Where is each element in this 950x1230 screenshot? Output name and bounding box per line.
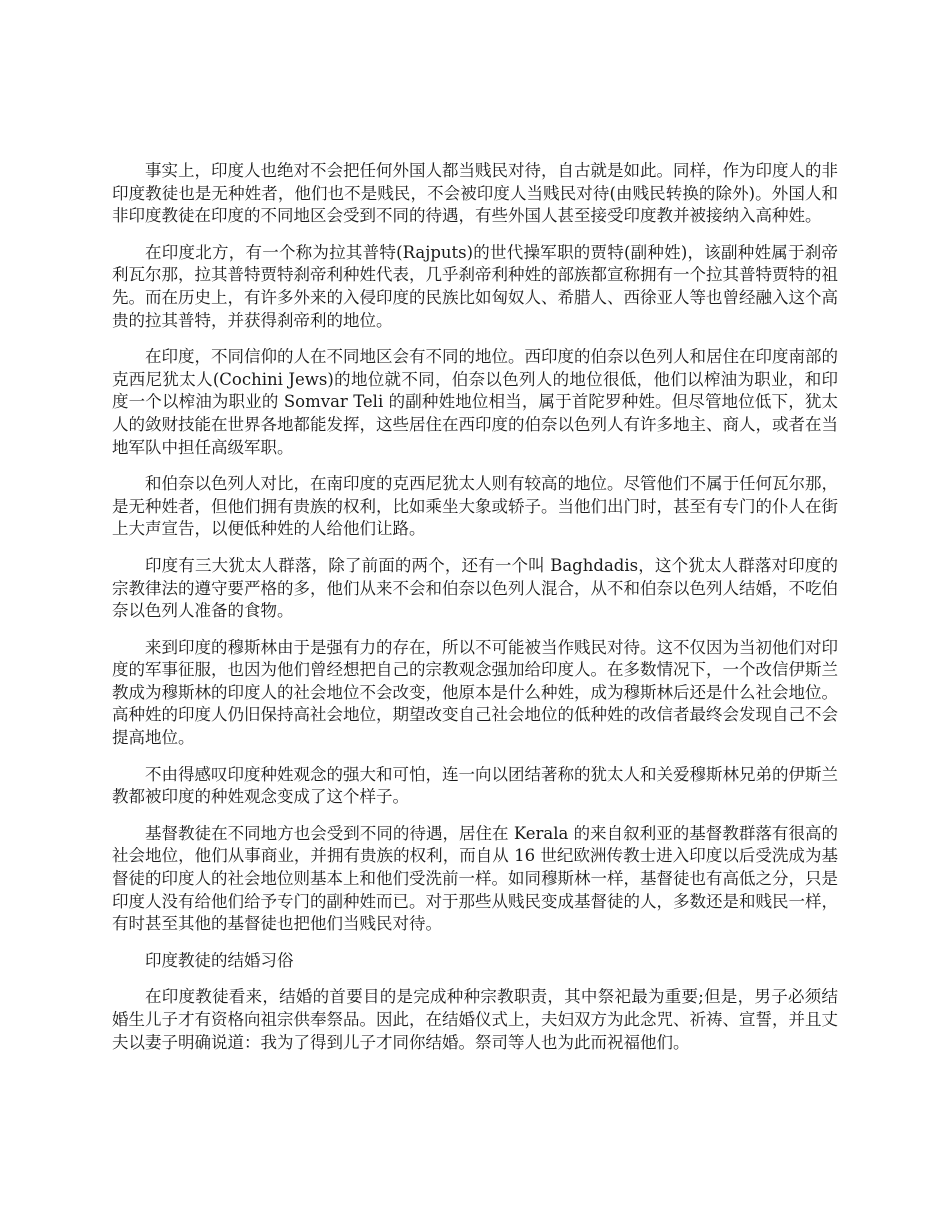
paragraph-cochini-jews: 和伯奈以色列人对比，在南印度的克西尼犹太人则有较高的地位。尽管他们不属于任何瓦尔那，是无种姓者，但他们拥有贵族的权利，比如乘坐大象或轿子。当他们出门时，甚至有专门的仆人在街上大声宣告，以便低种姓的人给他们让路。 (112, 474, 838, 539)
paragraph-caste-power: 不由得感叹印度种姓观念的强大和可怕，连一向以团结著称的犹太人和关爱穆斯林兄弟的伊斯兰教都被印度的种姓观念变成了这个样子。 (112, 764, 838, 807)
paragraph-baghdadis: 印度有三大犹太人群落，除了前面的两个，还有一个叫 Baghdadis，这个犹太人群落对印度的宗教律法的遵守要严格的多，他们从来不会和伯奈以色列人混合，从不和伯奈以色列人结婚，不吃伯奈以色列人准备的食物。 (112, 555, 838, 621)
paragraph-foreigners: 事实上，印度人也绝对不会把任何外国人都当贱民对待，自古就是如此。同样，作为印度人的非印度教徒也是无种姓者，他们也不是贱民，不会被印度人当贱民对待(由贱民转换的除外)。外国人和非印度教徒在印度的不同地区会受到不同的待遇，有些外国人甚至接受印度教并被接纳入高种姓。 (112, 161, 838, 226)
document-page (112, 160, 838, 1068)
paragraph-christians: 基督教徒在不同地方也会受到不同的待遇，居住在 Kerala 的来自叙利亚的基督教群落有很高的社会地位，他们从事商业，并拥有贵族的权利，而自从 16 世纪欧洲传教士进入印度以后受洗成为基督徒的印度人的社会地位则基本上和他们受洗前一样。如同穆斯林一样，基督徒也有高低之分，只是印度人没有给他们给予专门的副种姓而已。对于那些从贱民变成基督徒的人，多数还是和贱民一样，有时甚至其他的基督徒也把他们当贱民对待。 (112, 823, 838, 934)
paragraph-muslims: 来到印度的穆斯林由于是强有力的存在，所以不可能被当作贱民对待。这不仅因为当初他们对印度的军事征服，也因为他们曾经想把自己的宗教观念强加给印度人。在多数情况下，一个改信伊斯兰教成为穆斯林的印度人的社会地位不会改变，他原本是什么种姓，成为穆斯林后还是什么社会地位。高种姓的印度人仍旧保持高社会地位，期望改变自己社会地位的低种姓的改信者最终会发现自己不会提高地位。 (112, 637, 838, 748)
paragraph-marriage: 在印度教徒看来，结婚的首要目的是完成种种宗教职责，其中祭祀最为重要;但是，男子必须结婚生儿子才有资格向祖宗供奉祭品。因此，在结婚仪式上，夫妇双方为此念咒、祈祷、宣誓，并且丈夫以妻子明确说道：我为了得到儿子才同你结婚。祭司等人也为此而祝福他们。 (112, 987, 838, 1052)
paragraph-rajputs: 在印度北方，有一个称为拉其普特(Rajputs)的世代操军职的贾特(副种姓)，该副种姓属于刹帝利瓦尔那，拉其普特贾特刹帝利种姓代表，几乎刹帝利种姓的部族都宣称拥有一个拉其普特贾特的祖先。而在历史上，有许多外来的入侵印度的民族比如匈奴人、希腊人、西徐亚人等也曾经融入这个高贵的拉其普特，并获得刹帝利的地位。 (112, 242, 838, 330)
section-heading: 印度教徒的结婚习俗 (145, 950, 294, 970)
paragraph-jews-status: 在印度，不同信仰的人在不同地区会有不同的地位。西印度的伯奈以色列人和居住在印度南部的克西尼犹太人(Cochini Jews)的地位就不同，伯奈以色列人的地位很低，他们以榨油为职业，和印度一个以榨油为职业的 Somvar Teli 的副种姓地位相当，属于首陀罗种姓。但尽管地位低下，犹太人的敛财技能在世界各地都能发挥，这些居住在西印度的伯奈以色列人有许多地主、商人，或者在当地军队中担任高级军职。 (112, 347, 838, 457)
